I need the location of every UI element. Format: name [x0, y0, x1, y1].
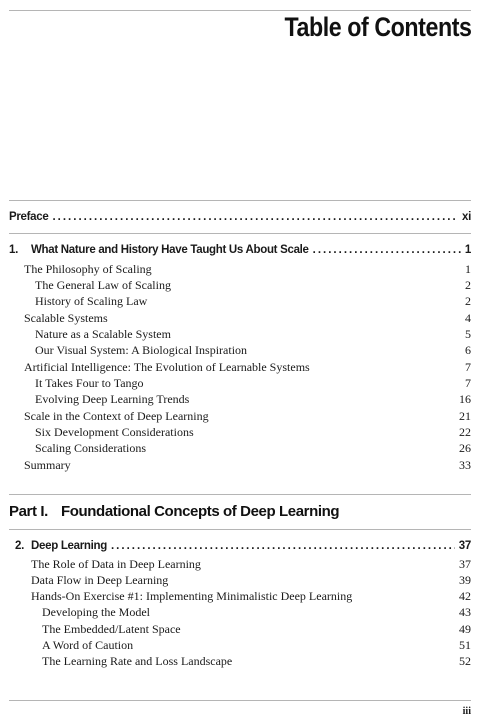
toc-entry-label: The General Law of Scaling [35, 278, 171, 292]
toc-entry[interactable] [9, 425, 471, 440]
toc-entry[interactable] [9, 262, 471, 277]
toc-entry-label: Six Development Considerations [35, 425, 194, 439]
toc-entry[interactable] [9, 327, 471, 342]
toc-entry-chapter-2[interactable] [9, 540, 471, 552]
toc-entry[interactable] [9, 392, 471, 407]
toc-entry-page: 33 [459, 458, 471, 472]
toc-entry-label: Scalable Systems [24, 311, 108, 325]
dot-leader [52, 211, 458, 223]
toc-entry-page: 42 [459, 589, 471, 603]
toc-entry-label: Preface [9, 211, 49, 223]
chapter-number: 2. [15, 540, 24, 552]
toc-entry-page: 43 [459, 605, 471, 619]
toc-entry-page: xi [462, 211, 471, 223]
toc-entry-label: The Embedded/Latent Space [42, 622, 181, 636]
toc-entry-label: Nature as a Scalable System [35, 327, 171, 341]
toc-entry-page: 2 [465, 294, 471, 308]
toc-entry-page: 1 [464, 244, 471, 256]
toc-entry[interactable] [9, 458, 471, 473]
toc-entry[interactable] [9, 654, 471, 669]
chapter-number: 1. [9, 244, 18, 256]
toc-entry[interactable] [9, 589, 471, 604]
toc-entry-label: Scale in the Context of Deep Learning [24, 409, 209, 423]
toc-entry-page: 37 [459, 557, 471, 571]
page-title: Table of Contents [283, 12, 471, 42]
toc-entry[interactable] [9, 441, 471, 456]
toc-entry-label: It Takes Four to Tango [35, 376, 144, 390]
top-rule [9, 10, 471, 11]
toc-entry-label: Hands-On Exercise #1: Implementing Minimalistic Deep Learning [31, 589, 353, 603]
dot-leader [111, 540, 455, 552]
toc-entry-chapter-1[interactable] [9, 244, 471, 256]
toc-entry[interactable] [9, 557, 471, 572]
toc-entry-label: Our Visual System: A Biological Inspiration [35, 343, 248, 357]
toc-entry[interactable] [9, 573, 471, 588]
part-number: Part I. [9, 503, 48, 520]
toc-entry-label: Developing the Model [42, 605, 150, 619]
toc-entry-label: Scaling Considerations [35, 441, 146, 455]
chapter2-rule [9, 529, 471, 530]
toc-entry-label: Artificial Intelligence: The Evolution of Learnable Systems [24, 360, 310, 374]
toc-entry[interactable] [9, 360, 471, 375]
toc-entry-page: 51 [459, 638, 471, 652]
part-rule [9, 494, 471, 495]
toc-entry-page: 1 [465, 262, 471, 276]
toc-entry[interactable] [9, 311, 471, 326]
toc-entry[interactable] [9, 376, 471, 391]
toc-entry-label: Summary [24, 458, 71, 472]
toc-entry-label: The Philosophy of Scaling [24, 262, 152, 276]
toc-entry-label: History of Scaling Law [35, 294, 148, 308]
toc-entry-preface[interactable] [9, 211, 471, 223]
toc-entry-page: 5 [465, 327, 471, 341]
toc-entry-page: 16 [459, 392, 471, 406]
part-heading[interactable] [9, 503, 339, 520]
toc-entry-page: 52 [459, 654, 471, 668]
toc-entry-page: 2 [465, 278, 471, 292]
toc-entry-label: Evolving Deep Learning Trends [35, 392, 190, 406]
chapter-title: What Nature and History Have Taught Us About Scale [31, 244, 309, 256]
toc-entry-page: 4 [465, 311, 471, 325]
page-number: iii [462, 706, 471, 717]
toc-entry-page: 7 [465, 360, 471, 374]
toc-entry-page: 22 [459, 425, 471, 439]
toc-entry[interactable] [9, 622, 471, 637]
toc-entry-label: Data Flow in Deep Learning [31, 573, 169, 587]
toc-entry-page: 49 [459, 622, 471, 636]
toc-entry-page: 21 [459, 409, 471, 423]
toc-entry-label [15, 540, 107, 552]
toc-entry-label: The Role of Data in Deep Learning [31, 557, 201, 571]
toc-entry[interactable] [9, 605, 471, 620]
toc-entry-page: 39 [459, 573, 471, 587]
toc-entry-page: 6 [465, 343, 471, 357]
toc-entry-label: A Word of Caution [42, 638, 134, 652]
toc-entry[interactable] [9, 294, 471, 309]
toc-entry-label [9, 244, 309, 256]
preface-rule [9, 200, 471, 201]
toc-entry-label: The Learning Rate and Loss Landscape [42, 654, 233, 668]
toc-entry-page: 37 [458, 540, 471, 552]
toc-entry[interactable] [9, 638, 471, 653]
footer-rule [9, 700, 471, 701]
chapter1-rule [9, 233, 471, 234]
part-title: Foundational Concepts of Deep Learning [61, 503, 340, 520]
dot-leader [313, 244, 461, 256]
toc-entry-page: 26 [459, 441, 471, 455]
chapter-title: Deep Learning [31, 540, 107, 552]
toc-entry[interactable] [9, 343, 471, 358]
toc-entry-page: 7 [465, 376, 471, 390]
toc-entry[interactable] [9, 278, 471, 293]
toc-entry[interactable] [9, 409, 471, 424]
